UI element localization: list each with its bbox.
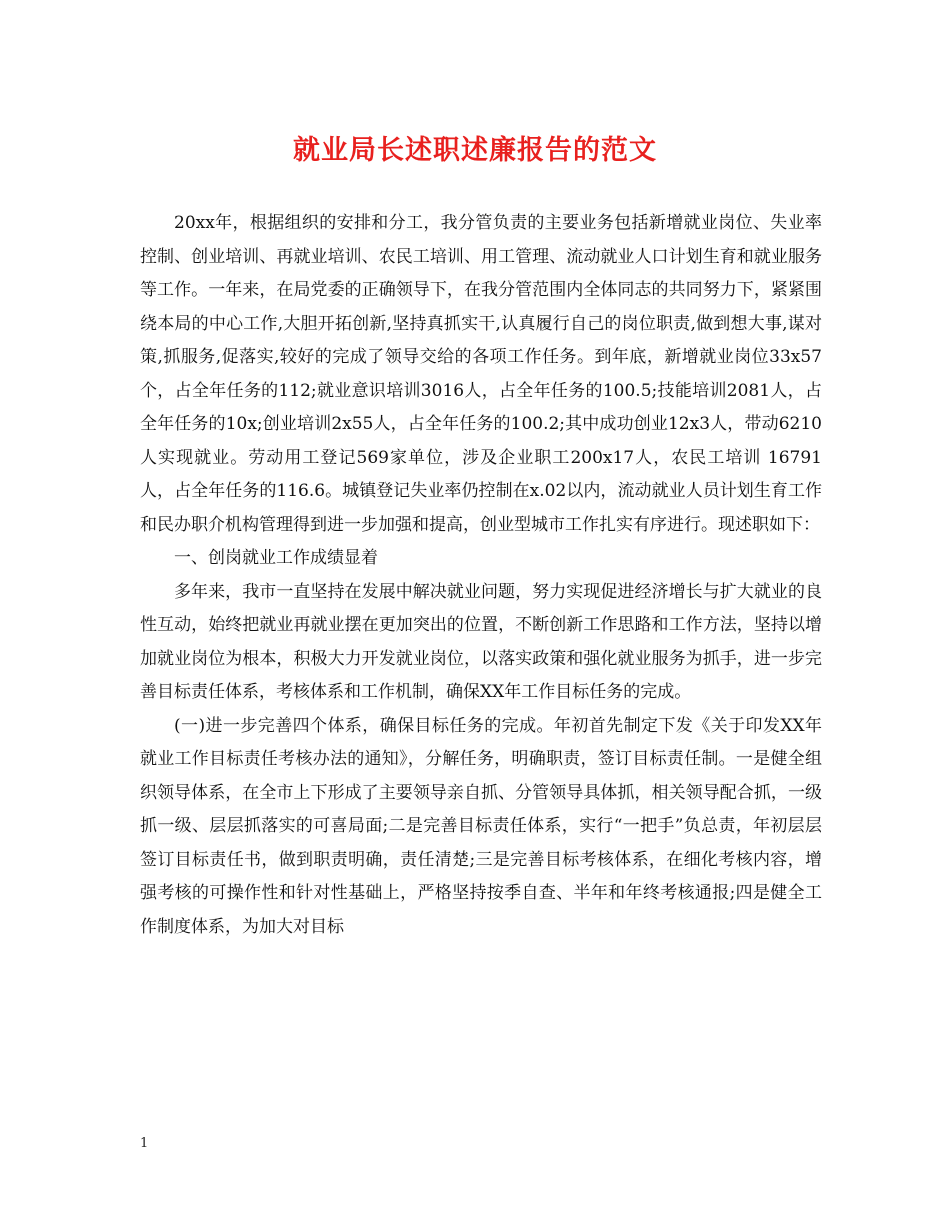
paragraph-intro: 20xx年，根据组织的安排和分工，我分管负责的主要业务包括新增就业岗位、失业率控制、创业培训、再就业培训、农民工培训、用工管理、流动就业人口计划生育和就业服务等工作。一年来，在局党委的正确领导下，在我分管范围内全体同志的共同努力下，紧紧围绕本局的中心工作,大胆开拓创新,坚持真抓实干,认真履行自己的岗位职责,做到想大事,谋对策,抓服务,促落实,较好的完成了领导交给的各项工作任务。到年底，新增就业岗位33x57个，占全年任务的112;就业意识培训3016人，占全年任务的100.5;技能培训2081人，占全年任务的10x;创业培训2x55人，占全年任务的100.2;其中成功创业12x3人，带动6210人实现就业。劳动用工登记569家单位，涉及企业职工200x17人，农民工培训 16791人，占全年任务的116.6。城镇登记失业率仍控制在x.02以内，流动就业人员计划生育工作和民办职介机构管理得到进一步加强和提高，创业型城市工作扎实有序进行。现述职如下： [140,213,822,535]
paragraph-four-systems: (一)进一步完善四个体系，确保目标任务的完成。年初首先制定下发《关于印发XX年就业工作目标责任考核办法的通知》，分解任务，明确职责，签订目标责任制。一是健全组织领导体系，在全市上下形成了主要领导亲自抓、分管领导具体抓，相关领导配合抓，一级抓一级、层层抓落实的可喜局面;二是完善目标责任体系，实行“一把手”负总责，年初层层签订目标责任书，做到职责明确，责任清楚;三是完善目标考核体系，在细化考核内容，增强考核的可操作性和针对性基础上，严格坚持按季自查、半年和年终考核通报;四是健全工作制度体系，为加大对目标 [140,715,822,937]
section-heading: 一、创岗就业工作成绩显着 [174,548,378,568]
document-body [140,207,822,944]
document-title: 就业局长述职述廉报告的范文 [293,135,657,166]
paragraph-overview: 多年来，我市一直坚持在发展中解决就业问题，努力实现促进经济增长与扩大就业的良性互动，始终把就业再就业摆在更加突出的位置，不断创新工作思路和工作方法，坚持以增加就业岗位为根本，积极大力开发就业岗位，以落实政策和强化就业服务为抓手，进一步完善目标责任体系，考核体系和工作机制，确保XX年工作目标任务的完成。 [140,581,822,702]
page-number: 1 [140,1136,149,1151]
